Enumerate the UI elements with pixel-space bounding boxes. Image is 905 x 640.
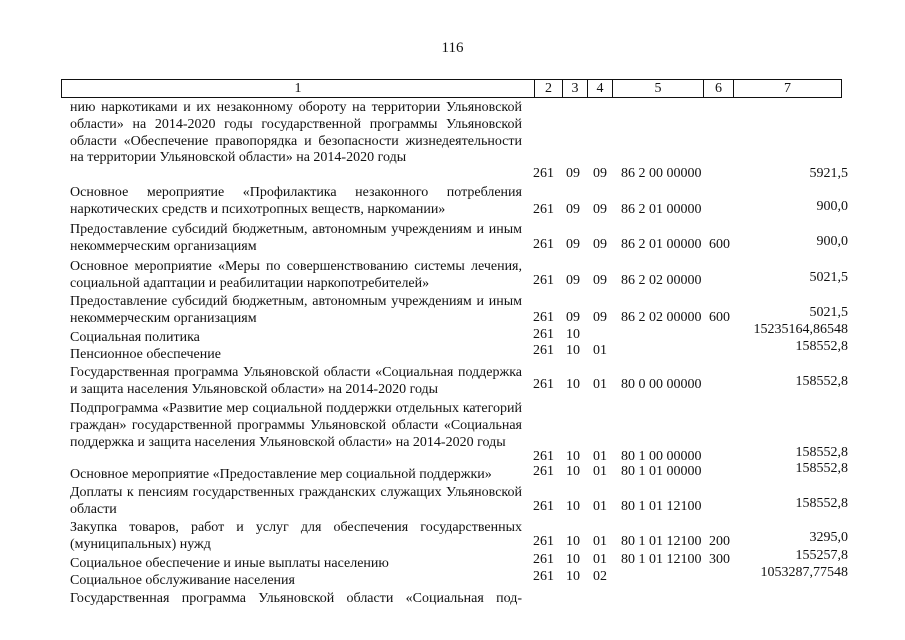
row-col-4: 01 [593,499,607,514]
table-header [61,79,842,98]
row-col-7: 158552,8 [795,445,848,460]
row-col-4: 01 [593,464,607,479]
header-col-1: 1 [294,81,302,96]
row-col-3: 10 [566,343,580,358]
row-col-3: 10 [566,327,580,342]
row-description: Подпрограмма «Развитие мер социальной поддержки отдельных категорий граждан» государственной программы Ульяновской области «Социальная поддержка и защита населения Ульяновской области» на 2014-2020 годы [70,401,522,450]
page-number: 116 [441,40,464,56]
header-col-7: 7 [733,80,841,97]
row-col-2: 261 [533,377,554,392]
row-description: Доплаты к пенсиям государственных гражданских служащих Ульяновской области [70,485,522,517]
row-col-3: 09 [566,166,580,181]
row-description: Предоставление субсидий бюджетным, автономным учреждениям и иным некоммерческим организациям [70,294,522,326]
row-col-5: 86 2 00 00000 [621,166,702,181]
header-col-4: 4 [587,80,612,97]
row-col-4: 01 [593,534,607,549]
row-col-7: 158552,8 [795,339,848,354]
row-col-2: 261 [533,343,554,358]
row-col-2: 261 [533,499,554,514]
row-description: Социальная политика [70,330,200,345]
row-col-2: 261 [533,310,554,325]
row-col-2: 261 [533,273,554,288]
row-description: Социальное обеспечение и иные выплаты населению [70,556,389,571]
row-col-7: 15235164,86548 [753,322,848,337]
row-col-7: 158552,8 [795,374,848,389]
row-col-5: 80 1 01 00000 [621,464,702,479]
row-col-7: 900,0 [816,199,848,214]
row-col-6: 600 [709,237,730,252]
row-col-7: 5021,5 [809,270,848,285]
row-col-7: 158552,8 [795,461,848,476]
row-col-3: 09 [566,237,580,252]
header-col-3: 3 [562,80,587,97]
row-col-4: 01 [593,343,607,358]
row-col-4: 09 [593,273,607,288]
row-col-5: 86 2 02 00000 [621,310,702,325]
row-col-6: 300 [709,552,730,567]
header-col-5: 5 [612,80,703,97]
row-description: Государственная программа Ульяновской области «Социальная поддержка и защита населения Ульяновской области» на 2014-2020 годы [70,365,522,397]
row-col-3: 09 [566,310,580,325]
row-col-2: 261 [533,534,554,549]
row-col-7: 900,0 [816,234,848,249]
row-col-7: 158552,8 [795,496,848,511]
row-col-3: 10 [566,552,580,567]
row-col-2: 261 [533,327,554,342]
row-col-5: 80 1 01 12100 [621,552,702,567]
row-col-4: 09 [593,310,607,325]
row-col-6: 200 [709,534,730,549]
row-col-3: 10 [566,499,580,514]
row-description: Социальное обслуживание населения [70,573,295,588]
row-col-2: 261 [533,552,554,567]
row-col-3: 10 [566,449,580,464]
row-description: Закупка товаров, работ и услуг для обеспечения государственных (муниципальных) нужд [70,520,522,552]
row-col-4: 01 [593,552,607,567]
row-col-2: 261 [533,449,554,464]
row-col-4: 09 [593,166,607,181]
row-col-2: 261 [533,202,554,217]
row-col-7: 5021,5 [809,305,848,320]
row-col-5: 86 2 01 00000 [621,237,702,252]
row-col-5: 80 1 00 00000 [621,449,702,464]
row-col-2: 261 [533,237,554,252]
row-col-5: 86 2 02 00000 [621,273,702,288]
row-col-3: 10 [566,534,580,549]
row-col-2: 261 [533,464,554,479]
row-col-7: 1053287,77548 [760,565,848,580]
row-col-5: 80 0 00 00000 [621,377,702,392]
header-col-6: 6 [703,80,733,97]
row-description: Основное мероприятие «Меры по совершенствованию системы лечения, социальной адаптации и реабилитации наркопотребителей» [70,259,522,291]
header-col-2: 2 [534,80,562,97]
row-col-7: 5921,5 [809,166,848,181]
row-col-3: 09 [566,202,580,217]
row-col-6: 600 [709,310,730,325]
row-col-4: 01 [593,377,607,392]
row-col-4: 09 [593,202,607,217]
row-description: нию наркотиками и их незаконному обороту на территории Ульяновской области» на 2014-2020 годы государственной программы Ульяновской области «Обеспечение правопорядка и безопасности жизнедеятельности на территории Ульяновской области» на 2014-2020 годы [70,100,522,166]
row-description: Пенсионное обеспечение [70,347,221,362]
row-col-4: 01 [593,449,607,464]
row-description: Основное мероприятие «Профилактика незаконного потребления наркотических средств и психотропных веществ, наркомании» [70,185,522,217]
row-col-3: 10 [566,569,580,584]
row-description: Государственная программа Ульяновской области «Социальная под- [70,591,522,606]
row-col-5: 80 1 01 12100 [621,534,702,549]
row-description: Предоставление субсидий бюджетным, автономным учреждениям и иным некоммерческим организациям [70,222,522,254]
row-col-4: 09 [593,237,607,252]
row-col-3: 10 [566,377,580,392]
row-col-7: 155257,8 [795,548,848,563]
row-col-5: 80 1 01 12100 [621,499,702,514]
row-col-5: 86 2 01 00000 [621,202,702,217]
row-col-2: 261 [533,569,554,584]
row-description: Основное мероприятие «Предоставление мер социальной поддержки» [70,467,492,482]
row-col-3: 10 [566,464,580,479]
row-col-4: 02 [593,569,607,584]
row-col-3: 09 [566,273,580,288]
row-col-7: 3295,0 [809,530,848,545]
row-col-2: 261 [533,166,554,181]
